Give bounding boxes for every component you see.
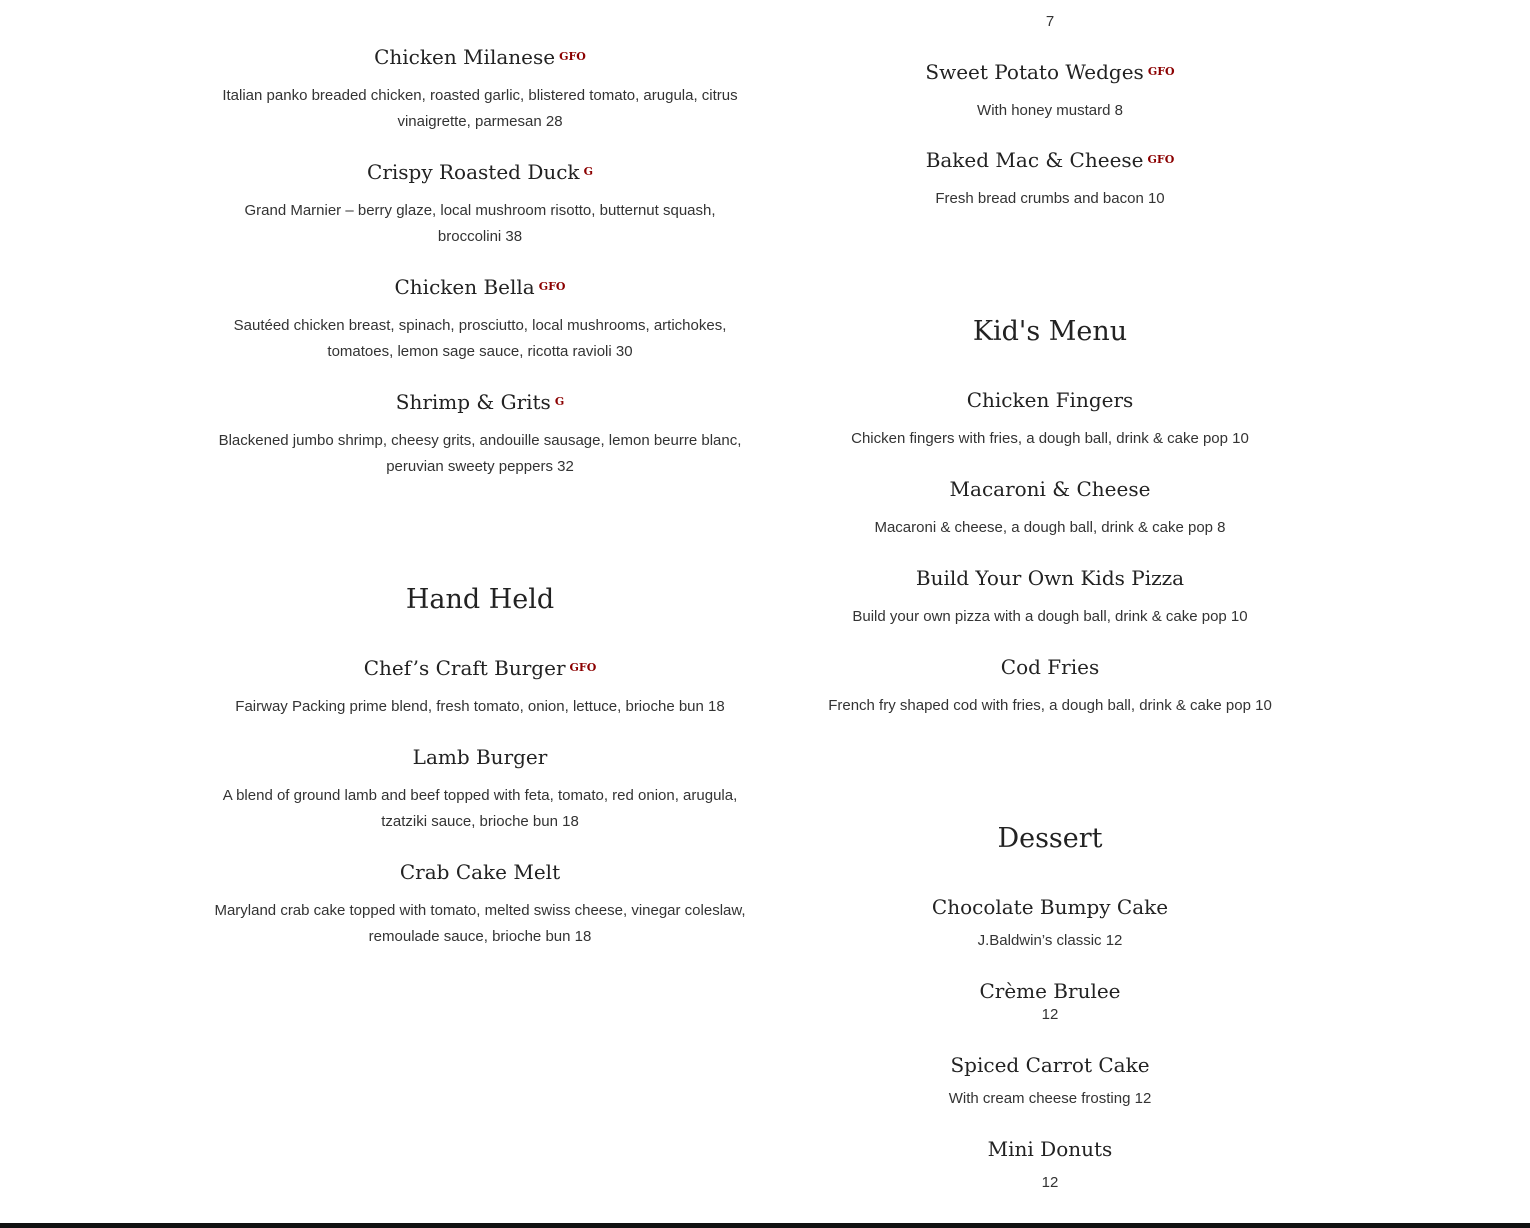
item-name: Lamb Burger bbox=[412, 745, 548, 769]
item-price: 7 bbox=[1045, 13, 1055, 30]
dietary-tag: GFO bbox=[538, 279, 566, 293]
item-description: J.Baldwin’s classic 12 bbox=[977, 932, 1123, 949]
item-name: Mini Donuts bbox=[987, 1137, 1113, 1161]
menu-item bbox=[205, 43, 755, 73]
menu-item bbox=[775, 1051, 1325, 1079]
item-name: Crème Brulee bbox=[979, 979, 1121, 1003]
item-name: Macaroni & Cheese bbox=[949, 477, 1151, 501]
item-name: Spiced Carrot Cake bbox=[950, 1053, 1150, 1077]
item-name: Chocolate Bumpy Cake bbox=[931, 895, 1169, 919]
item-name: Chef’s Craft Burger GFO bbox=[363, 656, 597, 680]
item-name: Crispy Roasted Duck G bbox=[367, 160, 593, 184]
menu-item bbox=[205, 158, 755, 188]
item-name: Sweet Potato Wedges GFO bbox=[925, 60, 1175, 84]
menu-item bbox=[775, 146, 1325, 176]
item-description: With cream cheese frosting 12 bbox=[948, 1090, 1152, 1107]
item-description: Grand Marnier – berry glaze, local mushroom risotto, butternut squash, broccolini 38 bbox=[244, 202, 716, 245]
item-name: Cod Fries bbox=[1000, 655, 1100, 679]
item-description: Blackened jumbo shrimp, cheesy grits, andouille sausage, lemon beurre blanc, peruvian sweety peppers 32 bbox=[218, 432, 742, 475]
item-description: Sautéed chicken breast, spinach, prosciutto, local mushrooms, artichokes, tomatoes, lemon sage sauce, ricotta ravioli 30 bbox=[233, 317, 727, 360]
menu-item bbox=[205, 654, 755, 684]
menu-item bbox=[205, 273, 755, 303]
item-description: Maryland crab cake topped with tomato, melted swiss cheese, vinegar coleslaw, remoulade sauce, brioche bun 18 bbox=[214, 902, 746, 945]
menu-item bbox=[205, 388, 755, 418]
item-description: 12 bbox=[1041, 1006, 1059, 1023]
section-title-kids-menu: Kid's Menu bbox=[972, 316, 1128, 347]
dietary-tag: G bbox=[583, 164, 593, 178]
item-description: Fresh bread crumbs and bacon 10 bbox=[935, 190, 1165, 207]
item-description: A blend of ground lamb and beef topped with feta, tomato, red onion, arugula, tzatziki sauce, brioche bun 18 bbox=[222, 787, 738, 830]
item-name: Chicken Bella GFO bbox=[394, 275, 566, 299]
item-description: Macaroni & cheese, a dough ball, drink & cake pop 8 bbox=[874, 519, 1226, 536]
item-name: Chicken Milanese GFO bbox=[374, 45, 586, 69]
item-description: Build your own pizza with a dough ball, drink & cake pop 10 bbox=[852, 608, 1248, 625]
section-title-hand-held: Hand Held bbox=[405, 584, 555, 615]
menu-item bbox=[775, 653, 1325, 681]
menu-item bbox=[775, 564, 1325, 592]
dietary-tag: GFO bbox=[1147, 64, 1175, 78]
dietary-tag: GFO bbox=[569, 660, 597, 674]
bottom-bar bbox=[0, 1223, 1530, 1228]
item-description: With honey mustard 8 bbox=[977, 102, 1123, 119]
item-name: Build Your Own Kids Pizza bbox=[915, 566, 1185, 590]
menu-item bbox=[775, 893, 1325, 921]
menu-item bbox=[775, 386, 1325, 414]
section-title-dessert: Dessert bbox=[997, 823, 1103, 854]
item-name: Baked Mac & Cheese GFO bbox=[925, 148, 1175, 172]
item-name: Chicken Fingers bbox=[966, 388, 1134, 412]
item-description: Fairway Packing prime blend, fresh tomato, onion, lettuce, brioche bun 18 bbox=[235, 698, 725, 715]
menu-item bbox=[775, 475, 1325, 503]
dietary-tag: GFO bbox=[1147, 152, 1175, 166]
item-description: French fry shaped cod with fries, a dough ball, drink & cake pop 10 bbox=[828, 697, 1272, 714]
item-description: 12 bbox=[1041, 1174, 1059, 1191]
dietary-tag: GFO bbox=[559, 49, 586, 63]
item-description: Italian panko breaded chicken, roasted garlic, blistered tomato, arugula, citrus vinaigrette, parmesan 28 bbox=[222, 87, 738, 130]
menu-item bbox=[205, 858, 755, 886]
menu-item bbox=[775, 58, 1325, 88]
dietary-tag: G bbox=[554, 394, 565, 408]
item-name: Shrimp & Grits G bbox=[395, 390, 565, 414]
item-description: Chicken fingers with fries, a dough ball, drink & cake pop 10 bbox=[851, 430, 1249, 447]
menu-item bbox=[775, 1135, 1325, 1163]
menu-item bbox=[775, 977, 1325, 1005]
menu-item bbox=[205, 743, 755, 771]
item-name: Crab Cake Melt bbox=[399, 860, 561, 884]
